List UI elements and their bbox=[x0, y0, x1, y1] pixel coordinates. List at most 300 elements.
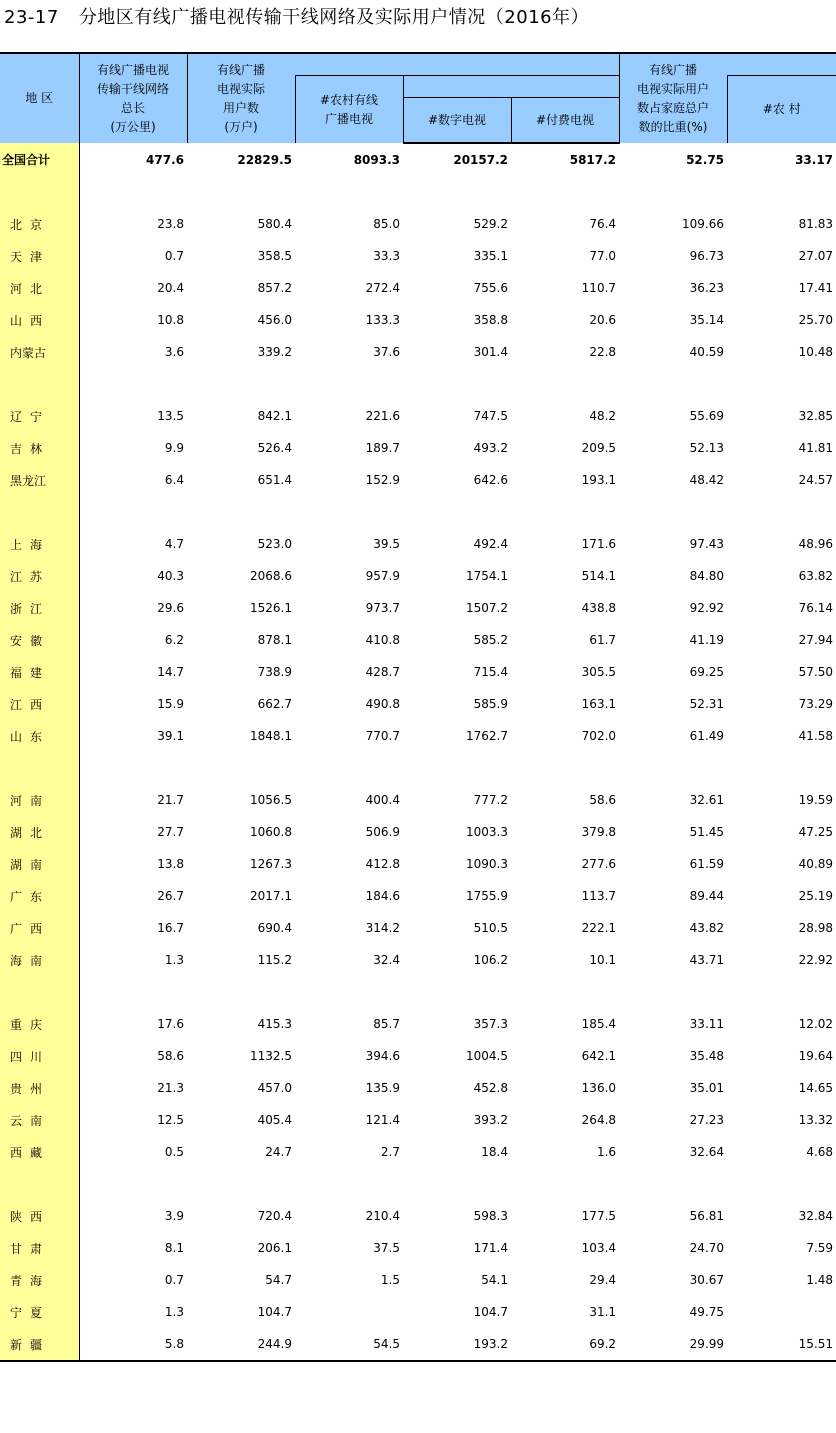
digital-tv-cell: 1507.2 bbox=[466, 601, 508, 615]
digital-tv-cell: 452.8 bbox=[473, 1081, 508, 1095]
blank-cell bbox=[187, 496, 295, 528]
blank-cell bbox=[403, 368, 511, 400]
pay-tv-cell: 305.5 bbox=[581, 665, 617, 679]
rural-share-cell: 13.32 bbox=[798, 1113, 834, 1127]
region-name: 全国合计 bbox=[0, 143, 79, 176]
blank-cell bbox=[727, 752, 836, 784]
share-households-cell: 30.67 bbox=[689, 1273, 725, 1287]
region-name: 湖南 bbox=[0, 848, 79, 880]
region-name: 四川 bbox=[0, 1040, 79, 1072]
trunk-length-cell: 6.4 bbox=[79, 464, 187, 496]
actual-users-cell: 651.4 bbox=[257, 473, 292, 487]
digital-tv-cell: 585.9 bbox=[473, 697, 508, 711]
region-cell-blank bbox=[0, 176, 79, 208]
digital-tv-cell: 1754.1 bbox=[466, 569, 508, 583]
rural-share-cell: 47.25 bbox=[798, 825, 834, 839]
table-row bbox=[0, 944, 836, 976]
table-row bbox=[0, 816, 836, 848]
blank-cell bbox=[79, 752, 187, 784]
pay-tv-cell: 1.6 bbox=[596, 1145, 617, 1159]
header-trunk-length: 有线广播电视 传输干线网络 总长 (万公里) bbox=[79, 53, 187, 143]
rural-cable-cell: 973.7 bbox=[365, 601, 400, 615]
trunk-length-cell: 6.2 bbox=[79, 624, 187, 656]
actual-users-cell: 1056.5 bbox=[250, 793, 292, 807]
blank-cell bbox=[187, 368, 295, 400]
share-households-cell: 84.80 bbox=[689, 569, 725, 583]
pay-tv-cell: 22.8 bbox=[589, 345, 617, 359]
header-blank-right bbox=[727, 53, 836, 76]
blank-cell bbox=[727, 368, 836, 400]
share-households-cell: 36.23 bbox=[689, 281, 725, 295]
digital-tv-cell: 747.5 bbox=[473, 409, 508, 423]
data-table bbox=[0, 52, 836, 1362]
rural-cable-cell: 957.9 bbox=[365, 569, 400, 583]
blank-cell bbox=[511, 496, 619, 528]
table-row bbox=[0, 1040, 836, 1072]
trunk-length-cell: 23.8 bbox=[79, 208, 187, 240]
pay-tv-cell: 61.7 bbox=[589, 633, 617, 647]
pay-tv-cell: 29.4 bbox=[589, 1273, 617, 1287]
rural-cable-cell: 184.6 bbox=[365, 889, 400, 903]
region-name: 内蒙古 bbox=[0, 336, 79, 368]
actual-users-cell: 24.7 bbox=[265, 1145, 292, 1159]
digital-tv-cell: 171.4 bbox=[473, 1241, 508, 1255]
region-name: 云南 bbox=[0, 1104, 79, 1136]
table-header bbox=[0, 53, 836, 143]
rural-share-cell: 41.58 bbox=[798, 729, 834, 743]
blank-cell bbox=[79, 368, 187, 400]
trunk-length-cell: 5.8 bbox=[79, 1328, 187, 1361]
actual-users-cell: 339.2 bbox=[257, 345, 292, 359]
rural-cable-cell: 133.3 bbox=[365, 313, 400, 327]
region-name: 广西 bbox=[0, 912, 79, 944]
share-households-cell: 40.59 bbox=[689, 345, 725, 359]
rural-share-cell: 27.94 bbox=[798, 633, 834, 647]
table-row bbox=[0, 1296, 836, 1328]
rural-share-cell: 41.81 bbox=[798, 441, 834, 455]
digital-tv-cell: 598.3 bbox=[473, 1209, 508, 1223]
header-rural-share: #农 村 bbox=[727, 76, 836, 144]
digital-tv-cell: 642.6 bbox=[473, 473, 508, 487]
rural-cable-cell: 410.8 bbox=[365, 633, 400, 647]
share-households-cell: 29.99 bbox=[619, 1328, 727, 1361]
pay-tv-cell: 110.7 bbox=[581, 281, 617, 295]
trunk-length-cell: 16.7 bbox=[79, 912, 187, 944]
total-row bbox=[0, 143, 836, 176]
rural-cable-cell: 221.6 bbox=[365, 409, 400, 423]
blank-cell bbox=[403, 176, 511, 208]
rural-share-cell: 10.48 bbox=[798, 345, 834, 359]
actual-users-cell: 22829.5 bbox=[237, 152, 292, 167]
trunk-length-cell: 4.7 bbox=[79, 528, 187, 560]
trunk-length-cell: 39.1 bbox=[79, 720, 187, 752]
digital-tv-cell: 1090.3 bbox=[466, 857, 508, 871]
share-households-cell: 69.25 bbox=[689, 665, 725, 679]
rural-cable-cell: 394.6 bbox=[365, 1049, 400, 1063]
actual-users-cell: 526.4 bbox=[257, 441, 292, 455]
rural-cable-cell: 8093.3 bbox=[353, 152, 400, 167]
blank-cell bbox=[511, 176, 619, 208]
rural-share-cell: 73.29 bbox=[798, 697, 834, 711]
header-digital-group bbox=[403, 76, 619, 98]
actual-users-cell: 54.7 bbox=[265, 1273, 292, 1287]
digital-tv-cell: 1003.3 bbox=[466, 825, 508, 839]
share-households-cell: 41.19 bbox=[689, 633, 725, 647]
pay-tv-cell: 31.1 bbox=[589, 1305, 617, 1319]
trunk-length-cell: 26.7 bbox=[79, 880, 187, 912]
trunk-length-cell: 0.5 bbox=[79, 1136, 187, 1168]
trunk-length-cell: 29.6 bbox=[79, 592, 187, 624]
actual-users-cell: 842.1 bbox=[257, 409, 292, 423]
pay-tv-cell: 10.1 bbox=[589, 953, 617, 967]
rural-share-cell: 57.50 bbox=[798, 665, 834, 679]
blank-cell bbox=[403, 496, 511, 528]
pay-tv-cell: 185.4 bbox=[581, 1017, 617, 1031]
blank-cell bbox=[619, 176, 727, 208]
table-row bbox=[0, 1328, 836, 1361]
region-cell-blank bbox=[0, 976, 79, 1008]
pay-tv-cell: 20.6 bbox=[589, 313, 617, 327]
pay-tv-cell: 77.0 bbox=[589, 249, 617, 263]
header-digital-tv: #数字电视 bbox=[403, 98, 511, 144]
table-row bbox=[0, 1136, 836, 1168]
trunk-length-cell: 17.6 bbox=[79, 1008, 187, 1040]
table-row bbox=[0, 336, 836, 368]
actual-users-cell: 2017.1 bbox=[250, 889, 292, 903]
trunk-length-cell: 9.9 bbox=[79, 432, 187, 464]
actual-users-cell: 1267.3 bbox=[250, 857, 292, 871]
page-title bbox=[4, 6, 589, 30]
blank-cell bbox=[727, 176, 836, 208]
actual-users-cell: 523.0 bbox=[257, 537, 292, 551]
share-households-cell: 35.01 bbox=[689, 1081, 725, 1095]
rural-cable-cell: 189.7 bbox=[365, 441, 400, 455]
blank-cell bbox=[619, 1168, 727, 1200]
blank-cell bbox=[403, 1168, 511, 1200]
blank-cell bbox=[619, 976, 727, 1008]
blank-cell bbox=[79, 976, 187, 1008]
table-row bbox=[0, 272, 836, 304]
pay-tv-cell: 136.0 bbox=[581, 1081, 617, 1095]
table-row bbox=[0, 1264, 836, 1296]
region-name: 黑龙江 bbox=[0, 464, 79, 496]
pay-tv-cell: 209.5 bbox=[581, 441, 617, 455]
rural-share-cell: 32.84 bbox=[798, 1209, 834, 1223]
blank-cell bbox=[79, 496, 187, 528]
blank-cell bbox=[187, 752, 295, 784]
rural-cable-cell: 54.5 bbox=[295, 1328, 403, 1361]
pay-tv-cell: 438.8 bbox=[581, 601, 617, 615]
region-name: 青海 bbox=[0, 1264, 79, 1296]
rural-cable-cell: 152.9 bbox=[365, 473, 400, 487]
table-row bbox=[0, 208, 836, 240]
share-households-cell: 109.66 bbox=[682, 217, 725, 231]
digital-tv-cell: 529.2 bbox=[473, 217, 508, 231]
share-households-cell: 52.13 bbox=[689, 441, 725, 455]
digital-tv-cell: 393.2 bbox=[473, 1113, 508, 1127]
digital-tv-cell: 106.2 bbox=[473, 953, 508, 967]
rural-cable-cell: 121.4 bbox=[365, 1113, 400, 1127]
pay-tv-cell: 642.1 bbox=[581, 1049, 617, 1063]
rural-cable-cell: 314.2 bbox=[365, 921, 400, 935]
blank-cell bbox=[295, 1168, 403, 1200]
blank-cell bbox=[79, 1168, 187, 1200]
rural-cable-cell: 272.4 bbox=[365, 281, 400, 295]
rural-share-cell: 15.51 bbox=[727, 1328, 836, 1361]
rural-share-cell: 27.07 bbox=[798, 249, 834, 263]
actual-users-cell: 720.4 bbox=[257, 1209, 292, 1223]
rural-cable-cell: 506.9 bbox=[365, 825, 400, 839]
table-row bbox=[0, 592, 836, 624]
rural-share-cell: 81.83 bbox=[798, 217, 834, 231]
actual-users-cell: 878.1 bbox=[257, 633, 292, 647]
rural-cable-cell: 37.5 bbox=[373, 1241, 400, 1255]
blank-cell bbox=[511, 368, 619, 400]
digital-tv-cell: 1755.9 bbox=[466, 889, 508, 903]
region-cell-blank bbox=[0, 368, 79, 400]
actual-users-cell: 662.7 bbox=[257, 697, 292, 711]
share-households-cell: 24.70 bbox=[689, 1241, 725, 1255]
trunk-length-cell: 477.6 bbox=[79, 143, 187, 176]
share-households-cell: 55.69 bbox=[689, 409, 725, 423]
region-cell-blank bbox=[0, 752, 79, 784]
blank-cell bbox=[727, 976, 836, 1008]
actual-users-cell: 1526.1 bbox=[250, 601, 292, 615]
spacer-row bbox=[0, 752, 836, 784]
region-name: 北京 bbox=[0, 208, 79, 240]
rural-share-cell: 22.92 bbox=[798, 953, 834, 967]
actual-users-cell: 690.4 bbox=[257, 921, 292, 935]
rural-share-cell: 19.64 bbox=[798, 1049, 834, 1063]
header-pay-tv: #付费电视 bbox=[511, 98, 619, 144]
pay-tv-cell: 113.7 bbox=[581, 889, 617, 903]
region-name: 安徽 bbox=[0, 624, 79, 656]
rural-share-cell: 7.59 bbox=[806, 1241, 834, 1255]
table-row bbox=[0, 848, 836, 880]
actual-users-cell: 358.5 bbox=[257, 249, 292, 263]
share-households-cell: 61.49 bbox=[689, 729, 725, 743]
spacer-row bbox=[0, 976, 836, 1008]
rural-share-cell: 17.41 bbox=[798, 281, 834, 295]
pay-tv-cell: 177.5 bbox=[581, 1209, 617, 1223]
share-households-cell: 32.61 bbox=[689, 793, 725, 807]
trunk-length-cell: 40.3 bbox=[79, 560, 187, 592]
header-blank-group bbox=[295, 53, 619, 76]
table-row bbox=[0, 720, 836, 752]
region-name: 辽宁 bbox=[0, 400, 79, 432]
share-households-cell: 56.81 bbox=[689, 1209, 725, 1223]
region-name: 甘肃 bbox=[0, 1232, 79, 1264]
rural-cable-cell bbox=[295, 1296, 403, 1328]
actual-users-cell: 580.4 bbox=[257, 217, 292, 231]
region-name: 河北 bbox=[0, 272, 79, 304]
trunk-length-cell: 1.3 bbox=[79, 1296, 187, 1328]
region-name: 吉林 bbox=[0, 432, 79, 464]
table-row bbox=[0, 1200, 836, 1232]
region-name: 新疆 bbox=[0, 1328, 79, 1361]
share-households-cell: 51.45 bbox=[689, 825, 725, 839]
region-name: 西藏 bbox=[0, 1136, 79, 1168]
header-actual-users: 有线广播 电视实际 用户数 (万户) bbox=[187, 53, 295, 143]
actual-users-cell: 1848.1 bbox=[250, 729, 292, 743]
digital-tv-cell: 18.4 bbox=[481, 1145, 508, 1159]
region-name: 福建 bbox=[0, 656, 79, 688]
table-row bbox=[0, 1232, 836, 1264]
actual-users-cell: 244.9 bbox=[187, 1328, 295, 1361]
table-body bbox=[0, 143, 836, 1361]
rural-cable-cell: 428.7 bbox=[365, 665, 400, 679]
trunk-length-cell: 0.7 bbox=[79, 1264, 187, 1296]
spacer-row bbox=[0, 368, 836, 400]
table-row bbox=[0, 528, 836, 560]
share-households-cell: 92.92 bbox=[689, 601, 725, 615]
trunk-length-cell: 21.7 bbox=[79, 784, 187, 816]
region-cell-blank bbox=[0, 1168, 79, 1200]
rural-share-cell: 1.48 bbox=[806, 1273, 834, 1287]
region-name: 山西 bbox=[0, 304, 79, 336]
actual-users-cell: 2068.6 bbox=[250, 569, 292, 583]
actual-users-cell: 738.9 bbox=[257, 665, 292, 679]
rural-share-cell: 24.57 bbox=[798, 473, 834, 487]
rural-cable-cell: 135.9 bbox=[365, 1081, 400, 1095]
actual-users-cell: 104.7 bbox=[257, 1305, 292, 1319]
rural-cable-cell: 85.0 bbox=[373, 217, 400, 231]
region-name: 湖北 bbox=[0, 816, 79, 848]
region-name: 上海 bbox=[0, 528, 79, 560]
region-name: 宁夏 bbox=[0, 1296, 79, 1328]
rural-share-cell: 25.19 bbox=[798, 889, 834, 903]
share-households-cell: 97.43 bbox=[689, 537, 725, 551]
pay-tv-cell: 514.1 bbox=[581, 569, 617, 583]
rural-cable-cell: 33.3 bbox=[373, 249, 400, 263]
digital-tv-cell: 510.5 bbox=[473, 921, 508, 935]
actual-users-cell: 857.2 bbox=[257, 281, 292, 295]
rural-share-cell: 63.82 bbox=[798, 569, 834, 583]
share-households-cell: 52.75 bbox=[686, 152, 725, 167]
spacer-row bbox=[0, 1168, 836, 1200]
table-row bbox=[0, 304, 836, 336]
blank-cell bbox=[619, 368, 727, 400]
trunk-length-cell: 58.6 bbox=[79, 1040, 187, 1072]
share-households-cell: 35.14 bbox=[689, 313, 725, 327]
table-row bbox=[0, 560, 836, 592]
share-households-cell: 32.64 bbox=[689, 1145, 725, 1159]
pay-tv-cell: 379.8 bbox=[581, 825, 617, 839]
pay-tv-cell: 48.2 bbox=[589, 409, 617, 423]
region-name: 陕西 bbox=[0, 1200, 79, 1232]
region-name: 天津 bbox=[0, 240, 79, 272]
digital-tv-cell: 1762.7 bbox=[466, 729, 508, 743]
spacer-row bbox=[0, 176, 836, 208]
trunk-length-cell: 10.8 bbox=[79, 304, 187, 336]
rural-cable-cell: 32.4 bbox=[373, 953, 400, 967]
digital-tv-cell: 493.2 bbox=[473, 441, 508, 455]
region-name: 海南 bbox=[0, 944, 79, 976]
blank-cell bbox=[79, 176, 187, 208]
blank-cell bbox=[727, 496, 836, 528]
rural-share-cell: 33.17 bbox=[795, 152, 834, 167]
rural-share-cell bbox=[727, 1296, 836, 1328]
pay-tv-cell: 222.1 bbox=[581, 921, 617, 935]
actual-users-cell: 1132.5 bbox=[250, 1049, 292, 1063]
blank-cell bbox=[295, 368, 403, 400]
trunk-length-cell: 14.7 bbox=[79, 656, 187, 688]
table-row bbox=[0, 1072, 836, 1104]
blank-cell bbox=[511, 976, 619, 1008]
table-row bbox=[0, 400, 836, 432]
pay-tv-cell: 5817.2 bbox=[569, 153, 617, 167]
table-row bbox=[0, 912, 836, 944]
digital-tv-cell: 715.4 bbox=[473, 665, 508, 679]
blank-cell bbox=[187, 976, 295, 1008]
share-households-cell: 96.73 bbox=[689, 249, 725, 263]
trunk-length-cell: 8.1 bbox=[79, 1232, 187, 1264]
share-households-cell: 89.44 bbox=[689, 889, 725, 903]
rural-cable-cell: 39.5 bbox=[373, 537, 400, 551]
table-row bbox=[0, 464, 836, 496]
table-row bbox=[0, 240, 836, 272]
table-row bbox=[0, 656, 836, 688]
digital-tv-cell: 492.4 bbox=[473, 537, 508, 551]
rural-share-cell: 12.02 bbox=[798, 1017, 834, 1031]
pay-tv-cell: 58.6 bbox=[589, 793, 617, 807]
digital-tv-cell: 1004.5 bbox=[466, 1049, 508, 1063]
header-rural-cable: #农村有线 广播电视 bbox=[295, 76, 403, 144]
share-households-cell: 49.75 bbox=[689, 1305, 725, 1319]
blank-cell bbox=[295, 752, 403, 784]
pay-tv-cell: 69.2 bbox=[511, 1328, 619, 1361]
rural-share-cell: 14.65 bbox=[798, 1081, 834, 1095]
digital-tv-cell: 335.1 bbox=[473, 249, 508, 263]
blank-cell bbox=[403, 752, 511, 784]
pay-tv-cell: 702.0 bbox=[581, 729, 617, 743]
blank-cell bbox=[619, 752, 727, 784]
trunk-length-cell: 3.6 bbox=[79, 336, 187, 368]
blank-cell bbox=[511, 752, 619, 784]
rural-share-cell: 19.59 bbox=[798, 793, 834, 807]
trunk-length-cell: 3.9 bbox=[79, 1200, 187, 1232]
digital-tv-cell: 20157.2 bbox=[453, 153, 508, 167]
pay-tv-cell: 103.4 bbox=[581, 1241, 617, 1255]
table-row bbox=[0, 1104, 836, 1136]
table-number: 23-17 bbox=[4, 7, 59, 28]
trunk-length-cell: 21.3 bbox=[79, 1072, 187, 1104]
blank-cell bbox=[403, 976, 511, 1008]
region-name: 重庆 bbox=[0, 1008, 79, 1040]
pay-tv-cell: 76.4 bbox=[589, 217, 617, 231]
table-row bbox=[0, 880, 836, 912]
rural-cable-cell: 400.4 bbox=[365, 793, 400, 807]
blank-cell bbox=[295, 176, 403, 208]
actual-users-cell: 457.0 bbox=[257, 1081, 292, 1095]
rural-cable-cell: 490.8 bbox=[365, 697, 400, 711]
rural-share-cell: 4.68 bbox=[806, 1145, 834, 1159]
region-name: 广东 bbox=[0, 880, 79, 912]
blank-cell bbox=[619, 496, 727, 528]
blank-cell bbox=[187, 176, 295, 208]
blank-cell bbox=[511, 1168, 619, 1200]
rural-share-cell: 76.14 bbox=[798, 601, 834, 615]
share-households-cell: 48.42 bbox=[689, 473, 725, 487]
actual-users-cell: 415.3 bbox=[257, 1017, 292, 1031]
digital-tv-cell: 358.8 bbox=[473, 313, 508, 327]
trunk-length-cell: 1.3 bbox=[79, 944, 187, 976]
share-households-cell: 35.48 bbox=[689, 1049, 725, 1063]
blank-cell bbox=[187, 1168, 295, 1200]
digital-tv-cell: 585.2 bbox=[473, 633, 508, 647]
rural-share-cell: 25.70 bbox=[798, 313, 834, 327]
trunk-length-cell: 15.9 bbox=[79, 688, 187, 720]
